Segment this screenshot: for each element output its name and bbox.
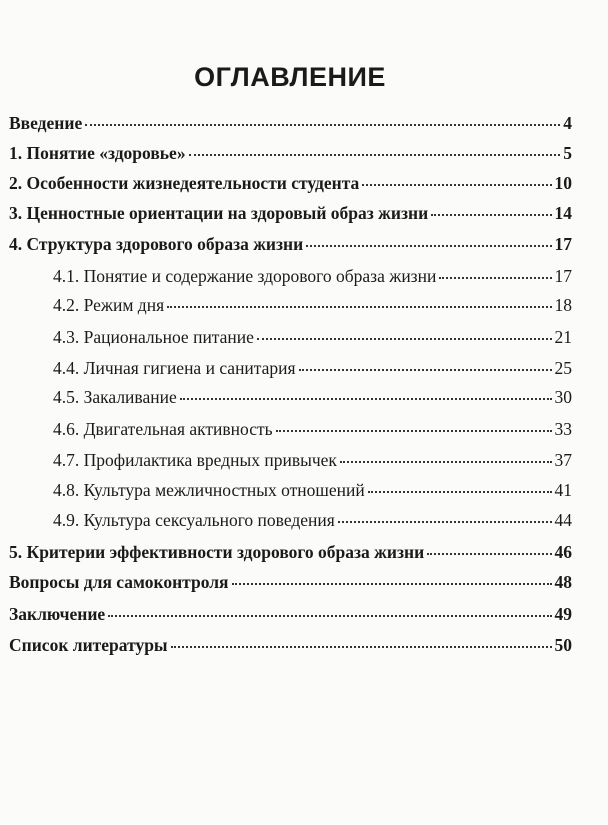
page-title: ОГЛАВЛЕНИЕ [194, 62, 386, 92]
toc-entry [9, 111, 572, 135]
leader-dots [299, 369, 552, 371]
toc-entry [53, 356, 572, 380]
leader-dots [362, 184, 551, 186]
toc-entry [9, 232, 572, 256]
leader-dots [108, 615, 551, 617]
toc-entry-label: 1. Понятие «здоровье» [9, 143, 186, 163]
toc-entry-page: 37 [554, 450, 572, 470]
toc-entry [53, 448, 572, 472]
leader-dots [257, 338, 552, 340]
toc-entry-label: 4.8. Культура межличностных отношений [53, 480, 365, 500]
toc-entry-page: 17 [554, 266, 572, 286]
leader-dots [189, 154, 561, 156]
leader-dots [85, 124, 560, 126]
toc-entry-label: 2. Особенности жизнедеятельности студента [9, 173, 360, 193]
toc-entry-label: 5. Критерии эффективности здорового образа жизни [9, 542, 425, 562]
toc-entry-page: 25 [554, 358, 572, 378]
toc-entry-label: Список литературы [9, 635, 168, 655]
toc-entry-page: 14 [554, 203, 572, 223]
toc-entry-label: 4.5. Закаливание [53, 387, 177, 407]
toc-entry-label: 3. Ценностные ориентации на здоровый образ жизни [9, 203, 429, 223]
toc-entry-page: 33 [554, 419, 572, 439]
leader-dots [232, 583, 552, 585]
toc-entry [9, 171, 572, 195]
toc-entry-label: Вопросы для самоконтроля [9, 572, 229, 592]
toc-entry-page: 18 [554, 295, 572, 315]
toc-entry-label: 4.2. Режим дня [53, 295, 165, 315]
toc-entry-label: 4.6. Двигательная активность [53, 419, 273, 439]
toc-entry-page: 46 [554, 542, 572, 562]
toc-entry [53, 478, 572, 502]
leader-dots [167, 306, 551, 308]
leader-dots [431, 214, 551, 216]
toc-entry-label: 4.1. Понятие и содержание здорового образа жизни [53, 266, 437, 286]
toc-entry-page: 17 [554, 234, 572, 254]
toc-entry-page: 30 [554, 387, 572, 407]
toc-entry [53, 264, 572, 288]
leader-dots [427, 553, 551, 555]
leader-dots [340, 461, 552, 463]
toc-entry [9, 540, 572, 564]
toc-entry-page: 50 [554, 635, 572, 655]
toc-entry [53, 385, 572, 409]
toc-entry [53, 417, 572, 441]
toc-entry-page: 44 [554, 510, 572, 530]
toc-entry [9, 570, 572, 594]
leader-dots [306, 245, 551, 247]
toc-entry-page: 49 [554, 604, 572, 624]
leader-dots [368, 491, 552, 493]
toc-entry [9, 602, 572, 626]
leader-dots [276, 430, 552, 432]
toc-entry [53, 508, 572, 532]
toc-entry-page: 41 [554, 480, 572, 500]
toc-entry-page: 4 [563, 113, 572, 133]
toc-entry-page: 21 [554, 327, 572, 347]
toc-entry-page: 5 [563, 143, 572, 163]
toc-entry [9, 141, 572, 165]
leader-dots [338, 521, 552, 523]
toc-entry-label: Заключение [9, 604, 106, 624]
toc-entry [53, 325, 572, 349]
toc-entry-page: 48 [554, 572, 572, 592]
toc-entry-label: 4.3. Рациональное питание [53, 327, 254, 347]
toc-entry [53, 293, 572, 317]
leader-dots [439, 277, 551, 279]
leader-dots [180, 398, 552, 400]
leader-dots [171, 646, 552, 648]
toc-entry-page: 10 [554, 173, 572, 193]
toc-entry-label: Введение [9, 113, 83, 133]
toc-entry-label: 4.9. Культура сексуального поведения [53, 510, 335, 530]
toc-entry [9, 633, 572, 657]
toc-entry-label: 4.7. Профилактика вредных привычек [53, 450, 337, 470]
toc-entry [9, 201, 572, 225]
toc-entry-label: 4.4. Личная гигиена и санитария [53, 358, 296, 378]
toc-entry-label: 4. Структура здорового образа жизни [9, 234, 304, 254]
